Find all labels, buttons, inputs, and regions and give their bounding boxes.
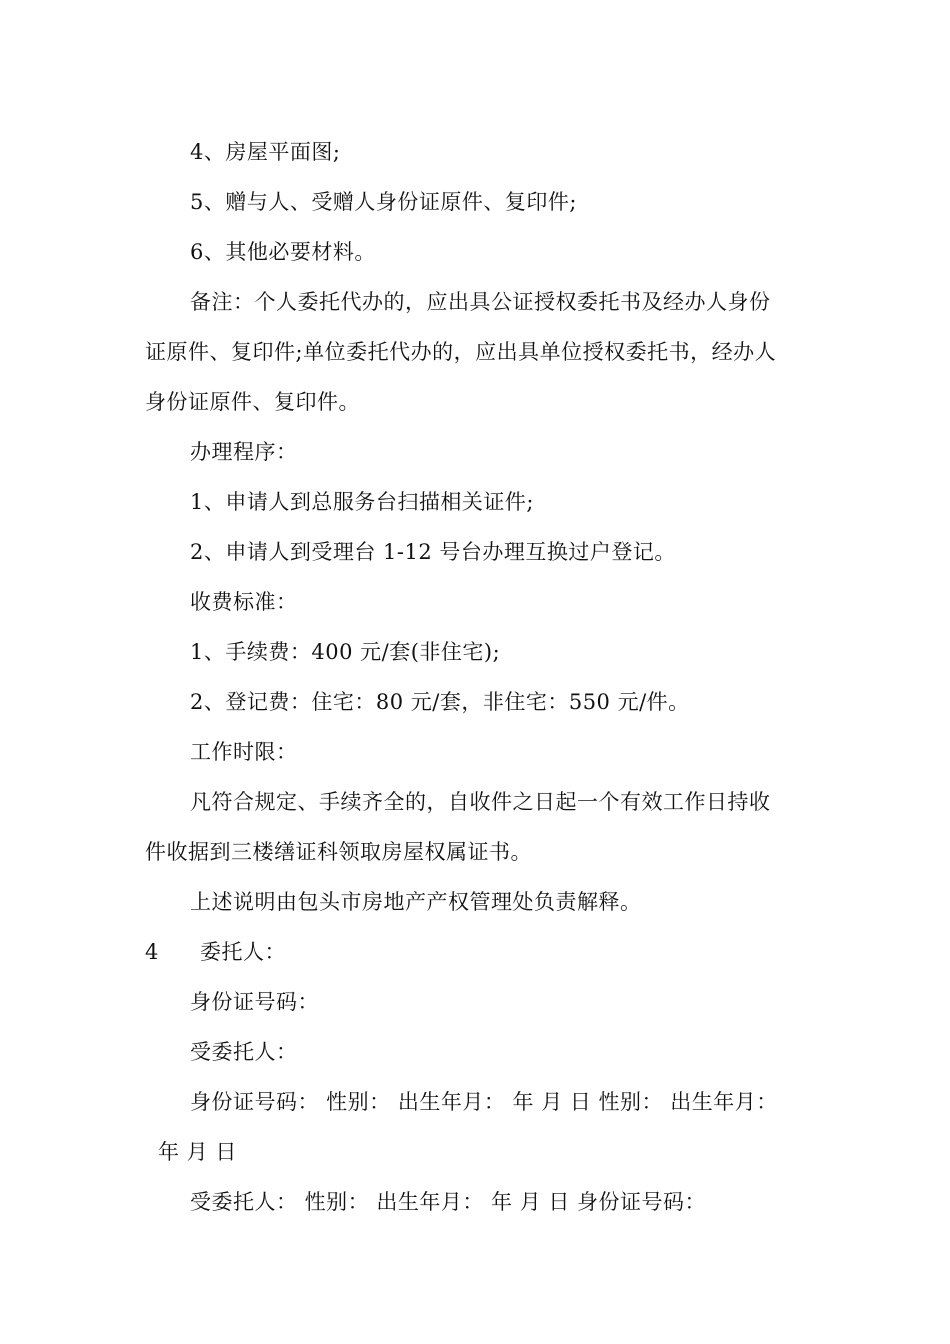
field-label-agent: 受委托人：: [190, 1040, 298, 1064]
fee-item: 1、手续费：400 元/套(非住宅);: [190, 640, 501, 664]
procedure-step: 1、申请人到总服务台扫描相关证件;: [190, 490, 534, 514]
list-item-id-copies: 5、赠与人、受赠人身份证原件、复印件;: [190, 190, 577, 214]
note-paragraph-line: 备注：个人委托代办的，应出具公证授权委托书及经办人身份: [190, 290, 771, 314]
section-heading-procedure: 办理程序：: [190, 440, 298, 464]
form-fields-line: 身份证号码： 性别： 出生年月： 年 月 日 性别： 出生年月：: [190, 1090, 778, 1114]
fee-item: 2、登记费：住宅：80 元/套，非住宅：550 元/件。: [190, 690, 690, 714]
note-paragraph-line: 身份证原件、复印件。: [145, 390, 360, 414]
section-heading-time-limit: 工作时限：: [190, 740, 298, 764]
field-label-id-number: 身份证号码：: [190, 990, 319, 1014]
time-limit-paragraph-line: 件收据到三楼缮证科领取房屋权属证书。: [145, 840, 532, 864]
field-label-principal: 委托人：: [200, 940, 286, 964]
time-limit-paragraph-line: 凡符合规定、手续齐全的，自收件之日起一个有效工作日持收: [190, 790, 771, 814]
form-fields-line: 受委托人： 性别： 出生年月： 年 月 日 身份证号码：: [190, 1190, 707, 1214]
procedure-step: 2、申请人到受理台 1-12 号台办理互换过户登记。: [190, 540, 676, 564]
list-item-other-materials: 6、其他必要材料。: [190, 240, 376, 264]
section-number: 4: [145, 940, 159, 964]
section-heading-fees: 收费标准：: [190, 590, 298, 614]
form-fields-line: 年 月 日: [158, 1140, 237, 1164]
note-paragraph-line: 证原件、复印件;单位委托代办的，应出具单位授权委托书，经办人: [145, 340, 777, 364]
explanation-note: 上述说明由包头市房地产产权管理处负责解释。: [190, 890, 642, 914]
list-item-floor-plan: 4、房屋平面图;: [190, 140, 341, 164]
